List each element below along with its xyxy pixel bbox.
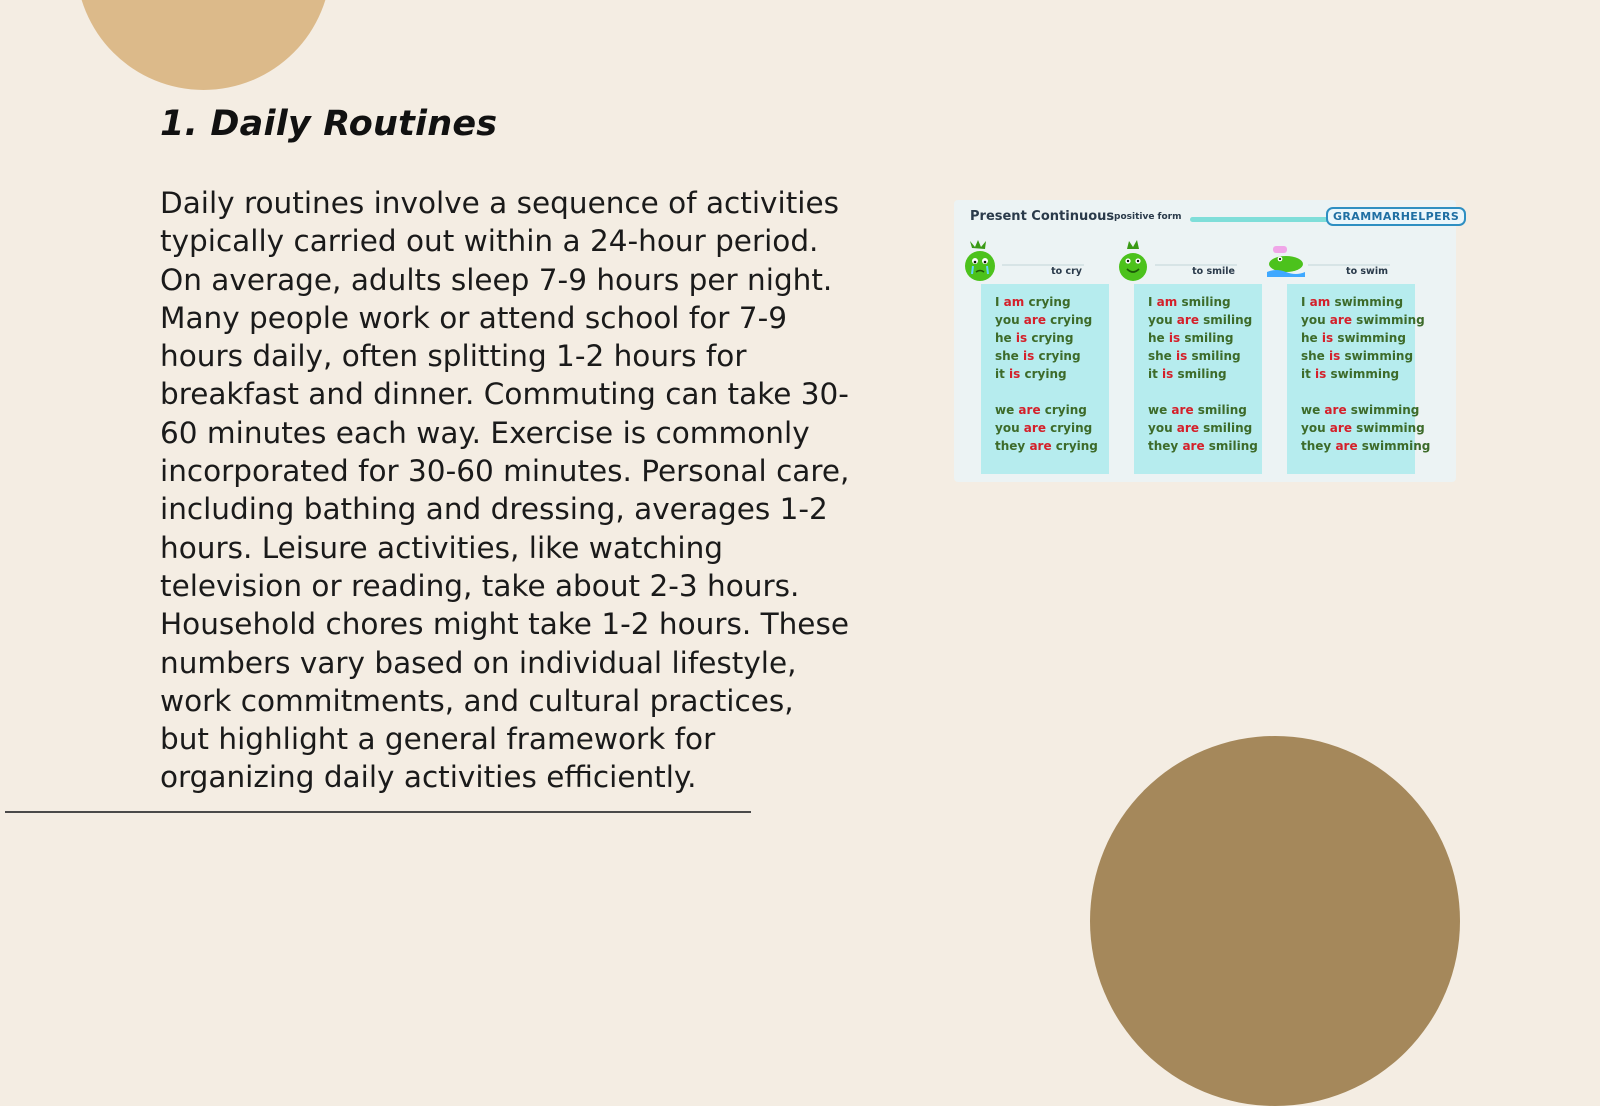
image-subtitle: positive form bbox=[1114, 212, 1182, 222]
slide-body-text: Daily routines involve a sequence of activities typically carried out within a 24-hour period. On average, adults sleep 7-9 hours per night. Many people work or attend school for 7-9 hours daily, often splitting 1-2 hours for breakfast and dinner. Commuting can take 30-60 minutes each way. Exercise is commonly incorporated for 30-60 minutes. Personal care, including bathing and dressing, averages 1-2 hours. Leisure activities, like watching television or reading, take about 2-3 hours. Household chores might take 1-2 hours. These numbers vary based on individual lifestyle, work commitments, and cultural practices, but highlight a general framework for organizing daily activities efficiently. bbox=[160, 186, 850, 795]
line-spacer bbox=[995, 383, 1098, 401]
crying-bird-icon bbox=[960, 240, 1000, 282]
conjugation-line: they are swimming bbox=[1301, 439, 1431, 453]
decorative-circle-bottom bbox=[1090, 736, 1460, 1106]
image-header bbox=[954, 200, 1460, 236]
grammarhelpers-logo: GRAMMARHELPERS bbox=[1326, 207, 1466, 226]
conjugation-column-cry bbox=[954, 236, 1098, 476]
conjugation-line: they are smiling bbox=[1148, 439, 1258, 453]
slide-title: 1. Daily Routines bbox=[160, 104, 498, 144]
conjugation-line: we are crying bbox=[995, 403, 1087, 417]
conjugation-line: he is crying bbox=[995, 331, 1074, 345]
conjugation-line: it is smiling bbox=[1148, 367, 1227, 381]
conjugation-panel bbox=[1134, 284, 1262, 474]
divider-line bbox=[5, 811, 751, 813]
conjugation-line: you are crying bbox=[995, 313, 1093, 327]
conjugation-line: she is crying bbox=[995, 349, 1081, 363]
conjugation-line: he is smiling bbox=[1148, 331, 1234, 345]
conjugation-line: you are smiling bbox=[1148, 421, 1253, 435]
conjugation-column-swim bbox=[1260, 236, 1431, 476]
swimming-bird-icon bbox=[1266, 240, 1306, 282]
conjugation-line: she is smiling bbox=[1148, 349, 1241, 363]
conjugation-line: I am swimming bbox=[1301, 295, 1404, 309]
line-spacer bbox=[1301, 383, 1430, 401]
image-title: Present Continuous bbox=[970, 209, 1115, 224]
conjugation-column-smile bbox=[1107, 236, 1258, 476]
conjugation-line: we are swimming bbox=[1301, 403, 1420, 417]
conjugation-line: you are swimming bbox=[1301, 313, 1425, 327]
verb-label: to swim bbox=[1346, 266, 1388, 277]
verb-label: to cry bbox=[1051, 266, 1082, 277]
conjugation-panel bbox=[981, 284, 1109, 474]
conjugation-panel bbox=[1287, 284, 1431, 474]
conjugation-line: it is swimming bbox=[1301, 367, 1400, 381]
verb-label: to smile bbox=[1192, 266, 1235, 277]
conjugation-line: I am smiling bbox=[1148, 295, 1231, 309]
smiling-bird-icon bbox=[1113, 240, 1153, 282]
conjugation-line: you are crying bbox=[995, 421, 1093, 435]
line-spacer bbox=[1148, 383, 1258, 401]
conjugation-line: he is swimming bbox=[1301, 331, 1406, 345]
conjugation-line: it is crying bbox=[995, 367, 1067, 381]
header-bar bbox=[1190, 217, 1330, 222]
conjugation-line: they are crying bbox=[995, 439, 1098, 453]
conjugation-line: I am crying bbox=[995, 295, 1071, 309]
conjugation-line: you are swimming bbox=[1301, 421, 1425, 435]
present-continuous-image bbox=[954, 200, 1460, 482]
conjugation-line: she is swimming bbox=[1301, 349, 1414, 363]
conjugation-line: we are smiling bbox=[1148, 403, 1247, 417]
conjugation-line: you are smiling bbox=[1148, 313, 1253, 327]
decorative-circle-top bbox=[76, 0, 331, 90]
